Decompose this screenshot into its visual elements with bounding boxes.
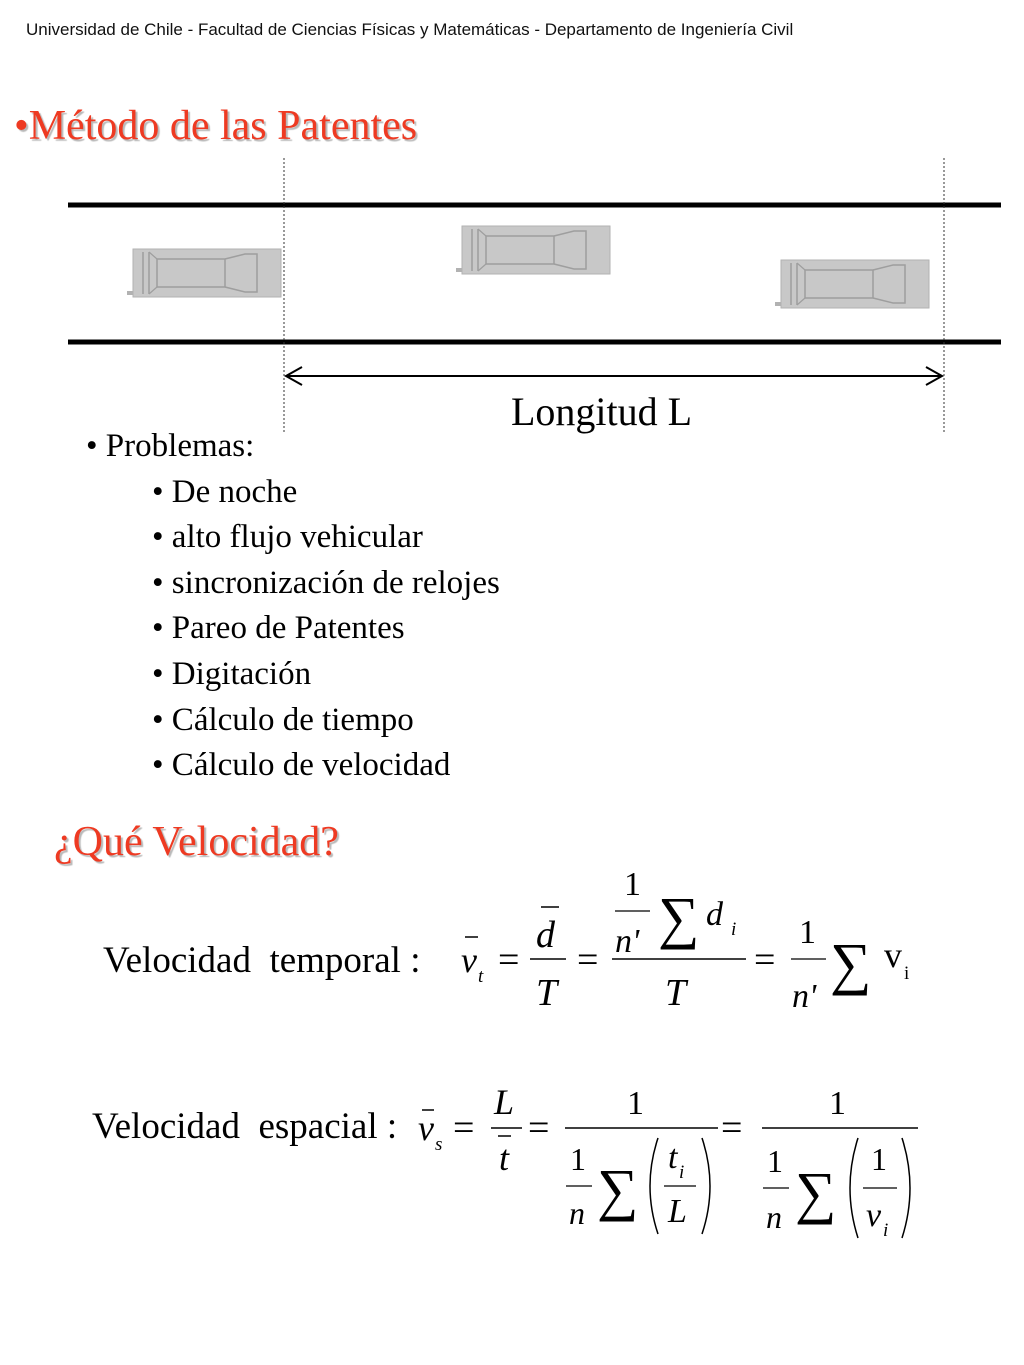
sigma-symbol: ∑ — [830, 931, 872, 996]
var-v: v — [866, 1197, 882, 1234]
list-item: • Cálculo de tiempo — [152, 701, 414, 738]
equals-sign: = — [528, 1107, 550, 1149]
sigma-symbol: ∑ — [597, 1157, 639, 1222]
var-v: v — [884, 935, 902, 975]
vehicle-icon — [456, 226, 610, 274]
numeral-one: 1 — [829, 1085, 846, 1122]
list-item: • De noche — [152, 473, 298, 510]
list-item: • Digitación — [152, 655, 312, 692]
subscript: t — [478, 966, 484, 987]
sigma-symbol: ∑ — [658, 885, 700, 950]
subscript: i — [679, 1162, 685, 1183]
list-item: • Pareo de Patentes — [152, 610, 405, 647]
question-heading: ¿Qué Velocidad? — [54, 819, 339, 865]
var-L: L — [494, 1082, 515, 1122]
numeral-one: 1 — [627, 1085, 644, 1122]
var-n-prime: n' — [615, 923, 640, 960]
formula-espacial — [0, 1078, 1024, 1258]
var-T: T — [665, 972, 687, 1014]
double-arrow-icon — [286, 367, 942, 385]
formula-temporal — [0, 855, 1024, 1030]
equals-sign: = — [754, 939, 776, 981]
equals-sign: = — [453, 1107, 475, 1149]
sigma-symbol: ∑ — [795, 1160, 837, 1225]
problems-list — [86, 424, 500, 789]
subscript: i — [883, 1220, 889, 1241]
equals-sign: = — [577, 939, 599, 981]
var-t: t — [499, 1138, 510, 1178]
var-v: v — [418, 1108, 434, 1148]
numeral-one: 1 — [570, 1141, 586, 1177]
subscript: i — [731, 919, 737, 940]
var-n: n — [766, 1199, 782, 1235]
vehicle-icon — [775, 260, 929, 308]
formula-label: Velocidad espacial : — [92, 1106, 398, 1147]
var-n: n — [569, 1195, 585, 1231]
length-label: Longitud L — [511, 389, 693, 434]
numeral-one: 1 — [767, 1143, 783, 1179]
var-n-prime: n' — [792, 978, 817, 1015]
numeral-one: 1 — [624, 866, 641, 903]
var-d: d — [536, 914, 555, 956]
road-diagram — [0, 0, 1024, 450]
list-item: • Cálculo de velocidad — [152, 747, 451, 784]
list-item: • sincronización de relojes — [152, 564, 500, 601]
formula-label: Velocidad temporal : — [103, 940, 421, 981]
var-L: L — [668, 1193, 687, 1230]
var-d: d — [706, 896, 723, 933]
subscript: i — [904, 963, 910, 984]
list-item: • alto flujo vehicular — [152, 519, 423, 556]
slide-title: •Método de las Patentes — [14, 103, 418, 149]
header-institution: Universidad de Chile - Facultad de Ciencias Físicas y Matemáticas - Departamento de Ingeniería Civil — [26, 20, 794, 39]
var-v: v — [461, 940, 477, 980]
subscript: s — [435, 1134, 443, 1155]
numeral-one: 1 — [799, 914, 816, 951]
problems-heading: • Problemas: — [86, 428, 255, 464]
var-T: T — [536, 972, 558, 1014]
equals-sign: = — [721, 1107, 743, 1149]
var-t: t — [668, 1139, 678, 1176]
numeral-one: 1 — [871, 1141, 887, 1177]
equals-sign: = — [498, 939, 520, 981]
vehicle-icon — [127, 249, 281, 297]
